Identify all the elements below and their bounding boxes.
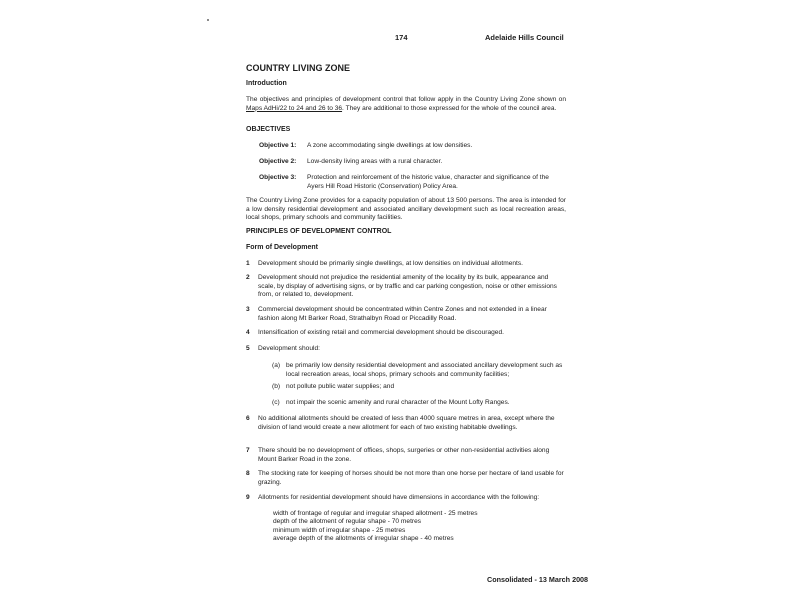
objectives-heading: OBJECTIVES	[246, 126, 291, 133]
page-title: COUNTRY LIVING ZONE	[246, 63, 351, 73]
objective-text: Protection and reinforcement of the historic value, character and significance of the Ayers Hill Road Historic (Conservation) Policy Area.	[307, 174, 549, 190]
objective-text: A zone accommodating single dwellings at low densities.	[307, 142, 473, 149]
subitem-letter: (c)	[272, 399, 280, 406]
principle-number: 9	[246, 494, 250, 501]
footer-consolidated-date: Consolidated - 13 March 2008	[487, 575, 589, 584]
principle-number: 5	[246, 345, 250, 352]
subitem-letter: (a)	[272, 362, 281, 369]
principle-number: 3	[246, 306, 250, 313]
scan-speck	[207, 19, 209, 21]
principle-number: 8	[246, 470, 250, 477]
principle-number: 6	[246, 415, 250, 422]
subitem-text: be primarily low density residential development and associated ancillary development such as local recreation areas, local shops, primary schools and community facilities;	[286, 362, 563, 378]
principle-number: 4	[246, 329, 250, 336]
intro-text-a: The objectives and principles of development control that follow apply in the Country Living Zone shown on	[246, 96, 566, 103]
subitem-text: not impair the scenic amenity and rural character of the Mount Lofty Ranges.	[286, 399, 510, 406]
principle-text: Development should:	[258, 345, 320, 352]
principle-text: There should be no development of offices, shops, surgeries or other non-residential activities along Mount Barker Road in the zone.	[258, 447, 550, 463]
principle-text: Intensification of existing retail and commercial development should be discouraged.	[258, 329, 504, 336]
maps-link: Maps AdHi/22 to 24 and 26 to 36	[246, 104, 343, 112]
objective-label: Objective 3:	[259, 174, 297, 181]
dimension-line: average depth of the allotments of irregular shape - 40 metres	[273, 535, 454, 543]
objective-label: Objective 1:	[259, 142, 297, 149]
principle-text: The stocking rate for keeping of horses should be not more than one horse per hectare of land usable for grazing.	[258, 470, 564, 486]
principle-text: Allotments for residential development should have dimensions in accordance with the following:	[258, 494, 540, 501]
introduction-heading: Introduction	[246, 80, 287, 87]
page-number: 174	[395, 33, 408, 42]
subitem-text: not pollute public water supplies; and	[286, 383, 395, 390]
objective-label: Objective 2:	[259, 158, 297, 165]
capacity-paragraph: The Country Living Zone provides for a capacity population of about 13 500 persons. The area is intended for a low density residential development and associated ancillary development such as local recreation areas, local shops, primary schools and community facilities.	[246, 197, 566, 222]
principle-text: Development should be primarily single dwellings, at low densities on individual allotments.	[258, 260, 523, 267]
principle-text: Commercial development should be concentrated within Centre Zones and not extended in a linear fashion along Mt Barker Road, Strathalbyn Road or Piccadilly Road.	[258, 306, 547, 322]
introduction-paragraph	[246, 96, 566, 113]
intro-text-b: . They are additional to those expressed for the whole of the council area.	[342, 104, 557, 112]
form-of-development-heading: Form of Development	[246, 244, 318, 251]
principle-text: Development should not prejudice the residential amenity of the locality by its bulk, appearance and scale, by display of advertising signs, or by traffic and car parking congestion, noise or other emissions from, or related to, development.	[258, 274, 557, 299]
principle-number: 7	[246, 447, 250, 454]
principle-text: No additional allotments should be created of less than 4000 square metres in area, except where the division of land would create a new allotment for each of two existing habitable dwellings.	[258, 415, 555, 431]
objective-text: Low-density living areas with a rural character.	[307, 158, 443, 165]
principles-heading: PRINCIPLES OF DEVELOPMENT CONTROL	[246, 228, 392, 235]
subitem-letter: (b)	[272, 383, 281, 390]
dimension-line: depth of the allotment of regular shape - 70 metres	[273, 518, 422, 526]
dimension-line: width of frontage of regular and irregular shaped allotment - 25 metres	[273, 510, 478, 517]
principle-number: 1	[246, 260, 250, 267]
principle-number: 2	[246, 274, 250, 281]
dimension-list	[273, 510, 478, 544]
dimension-line: minimum width of irregular shape - 25 metres	[273, 526, 406, 534]
council-name: Adelaide Hills Council	[485, 33, 564, 42]
